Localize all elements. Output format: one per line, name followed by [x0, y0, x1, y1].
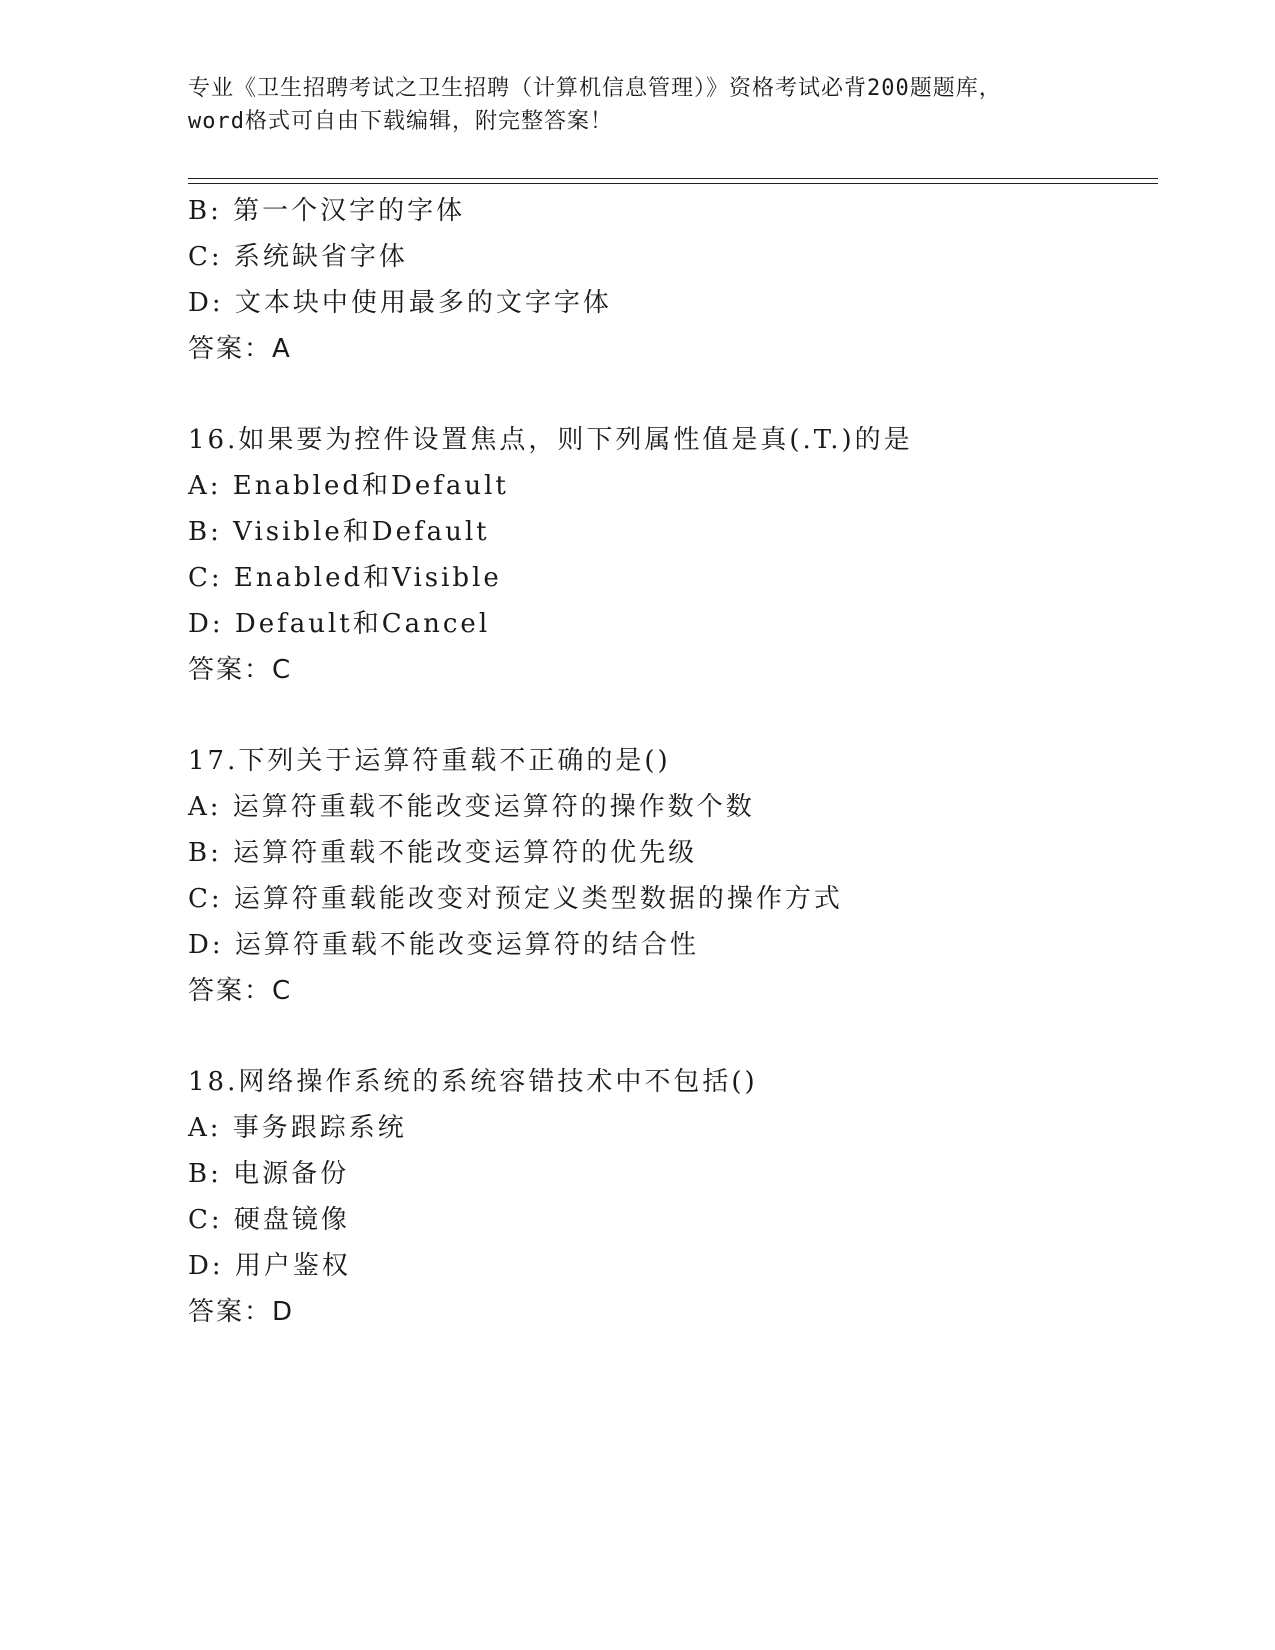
option-c: C: Enabled和Visible [188, 563, 502, 593]
option-b: B: 电源备份 [188, 1159, 350, 1189]
question-block-17 [188, 738, 1158, 1014]
header-divider-top [188, 178, 1158, 179]
option-b: B: 运算符重载不能改变运算符的优先级 [188, 838, 698, 868]
question-text: 17.下列关于运算符重载不正确的是() [188, 746, 671, 776]
question-block-15 [188, 188, 1158, 372]
option-b: B: Visible和Default [188, 517, 490, 547]
header-divider-bottom [188, 183, 1158, 184]
spacer [188, 372, 1158, 417]
question-text: 18.网络操作系统的系统容错技术中不包括() [188, 1067, 758, 1097]
question-block-18 [188, 1059, 1158, 1335]
spacer [188, 1014, 1158, 1059]
header-line-1: 专业《卫生招聘考试之卫生招聘（计算机信息管理）》资格考试必背200题题库， [188, 76, 1002, 101]
option-c: C: 系统缺省字体 [188, 242, 408, 272]
option-a: A: 运算符重载不能改变运算符的操作数个数 [188, 792, 755, 822]
option-a: A: Enabled和Default [188, 471, 509, 501]
option-a: A: 事务跟踪系统 [188, 1113, 407, 1143]
answer-line: 答案：A [188, 334, 292, 364]
option-b: B: 第一个汉字的字体 [188, 196, 466, 226]
header-line-2: word格式可自由下载编辑，附完整答案！ [188, 109, 613, 134]
document-body [188, 188, 1158, 1335]
option-d: D: 用户鉴权 [188, 1251, 351, 1281]
option-d: D: 运算符重载不能改变运算符的结合性 [188, 930, 699, 960]
document-header [188, 72, 1088, 138]
option-d: D: 文本块中使用最多的文字字体 [188, 288, 612, 318]
question-text: 16.如果要为控件设置焦点，则下列属性值是真(.T.)的是 [188, 425, 913, 455]
answer-line: 答案：C [188, 655, 293, 685]
option-c: C: 硬盘镜像 [188, 1205, 350, 1235]
answer-line: 答案：D [188, 1297, 295, 1327]
answer-line: 答案：C [188, 976, 293, 1006]
spacer [188, 693, 1158, 738]
option-c: C: 运算符重载能改变对预定义类型数据的操作方式 [188, 884, 843, 914]
question-block-16 [188, 417, 1158, 693]
option-d: D: Default和Cancel [188, 609, 491, 639]
